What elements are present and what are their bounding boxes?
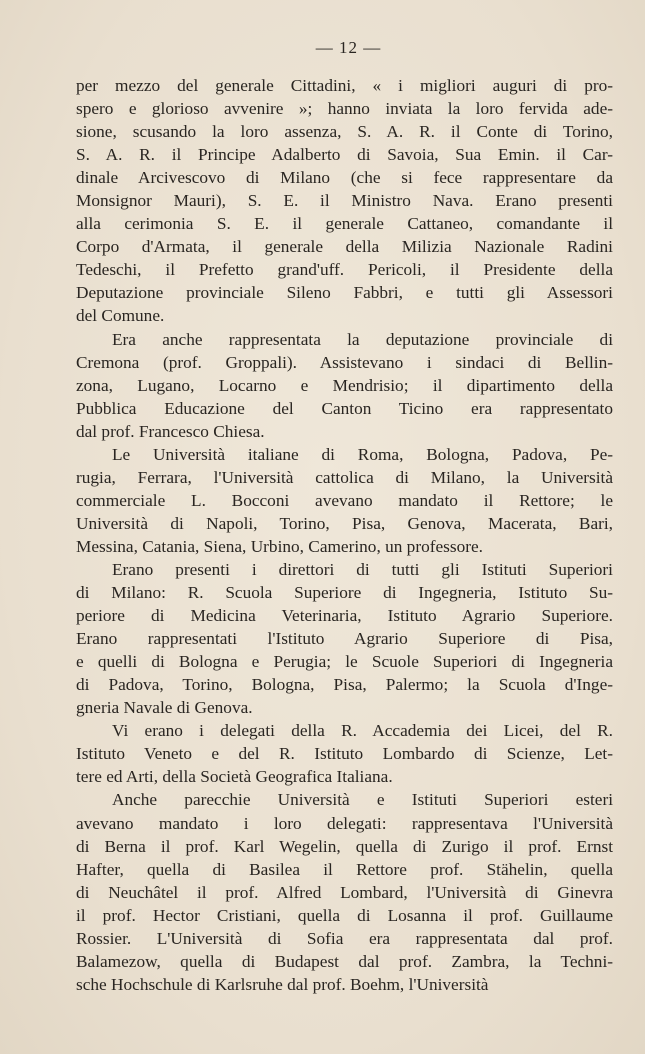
paragraph: [76, 788, 613, 995]
text-line: Vi erano i delegati della R. Accademia dei Licei, del R.: [112, 721, 613, 741]
text-line: Corpo d'Armata, il generale della Milizia Nazionale Radini: [76, 237, 613, 257]
text-line: del Comune.: [76, 306, 165, 326]
text-line: e quelli di Bologna e Perugia; le Scuole Superiori di Ingegneria: [76, 652, 613, 672]
text-line: Anche parecchie Università e Istituti Superiori esteri: [112, 790, 613, 810]
text-line: di Neuchâtel il prof. Alfred Lombard, l'Università di Ginevra: [76, 882, 613, 902]
text-line: Università di Napoli, Torino, Pisa, Genova, Macerata, Bari,: [76, 513, 613, 533]
text-line: rugia, Ferrara, l'Università cattolica di Milano, la Università: [76, 467, 613, 487]
text-line: gneria Navale di Genova.: [76, 698, 253, 718]
text-line: periore di Medicina Veterinaria, Istituto Agrario Superiore.: [76, 606, 613, 626]
text-line: Tedeschi, il Prefetto grand'uff. Pericoli, il Presidente della: [76, 260, 613, 280]
text-line: per mezzo del generale Cittadini, « i migliori auguri di pro-: [76, 76, 613, 95]
paragraph: [76, 443, 613, 558]
text-line: zona, Lugano, Locarno e Mendrisio; il dipartimento della: [76, 375, 613, 395]
page-number: — 12 —: [315, 38, 382, 57]
text-line: dal prof. Francesco Chiesa.: [76, 421, 265, 441]
paragraph: [76, 719, 613, 788]
paragraph: [76, 558, 613, 719]
text-line: spero e glorioso avvenire »; hanno inviata la loro fervida ade-: [76, 99, 613, 119]
text-line: sche Hochschule di Karlsruhe dal prof. Boehm, l'Università: [76, 974, 489, 994]
paragraph: [76, 328, 613, 443]
text-line: Hafter, quella di Basilea il Rettore prof. Stähelin, quella: [76, 859, 613, 879]
text-line: tere ed Arti, della Società Geografica Italiana.: [76, 767, 393, 787]
text-line: di Berna il prof. Karl Wegelin, quella di Zurigo il prof. Ernst: [76, 836, 613, 856]
text-line: dinale Arcivescovo di Milano (che si fece rappresentare da: [76, 168, 613, 188]
text-line: di Padova, Torino, Bologna, Pisa, Palermo; la Scuola d'Inge-: [76, 675, 613, 695]
text-line: il prof. Hector Cristiani, quella di Losanna il prof. Guillaume: [76, 905, 613, 925]
text-line: Pubblica Educazione del Canton Ticino era rappresentato: [76, 398, 613, 418]
text-line: S. A. R. il Principe Adalberto di Savoia, Sua Emin. il Car-: [76, 145, 613, 165]
text-line: Istituto Veneto e del R. Istituto Lombardo di Scienze, Let-: [76, 744, 613, 764]
text-line: alla cerimonia S. E. il generale Cattaneo, comandante il: [76, 214, 613, 234]
text-line: Erano rappresentati l'Istituto Agrario Superiore di Pisa,: [76, 629, 613, 649]
paragraph: [76, 74, 613, 328]
text-line: Deputazione provinciale Sileno Fabbri, e tutti gli Assessori: [76, 283, 613, 303]
text-line: Balamezow, quella di Budapest dal prof. Zambra, la Techni-: [76, 951, 613, 971]
text-line: Messina, Catania, Siena, Urbino, Camerino, un professore.: [76, 536, 483, 556]
text-line: Cremona (prof. Groppali). Assistevano i sindaci di Bellin-: [76, 352, 613, 372]
body-text: [76, 74, 613, 996]
text-line: avevano mandato i loro delegati: rappresentava l'Università: [76, 813, 613, 833]
text-line: sione, scusando la loro assenza, S. A. R. il Conte di Torino,: [76, 122, 613, 142]
text-line: Rossier. L'Università di Sofia era rappresentata dal prof.: [76, 928, 613, 948]
text-line: commerciale L. Bocconi avevano mandato il Rettore; le: [76, 490, 613, 510]
text-line: di Milano: R. Scuola Superiore di Ingegneria, Istituto Su-: [76, 583, 613, 603]
text-line: Erano presenti i direttori di tutti gli Istituti Superiori: [112, 559, 613, 579]
text-line: Monsignor Mauri), S. E. il Ministro Nava. Erano presenti: [76, 191, 613, 211]
text-line: Era anche rappresentata la deputazione provinciale di: [112, 329, 613, 349]
text-line: Le Università italiane di Roma, Bologna, Padova, Pe-: [112, 444, 613, 464]
